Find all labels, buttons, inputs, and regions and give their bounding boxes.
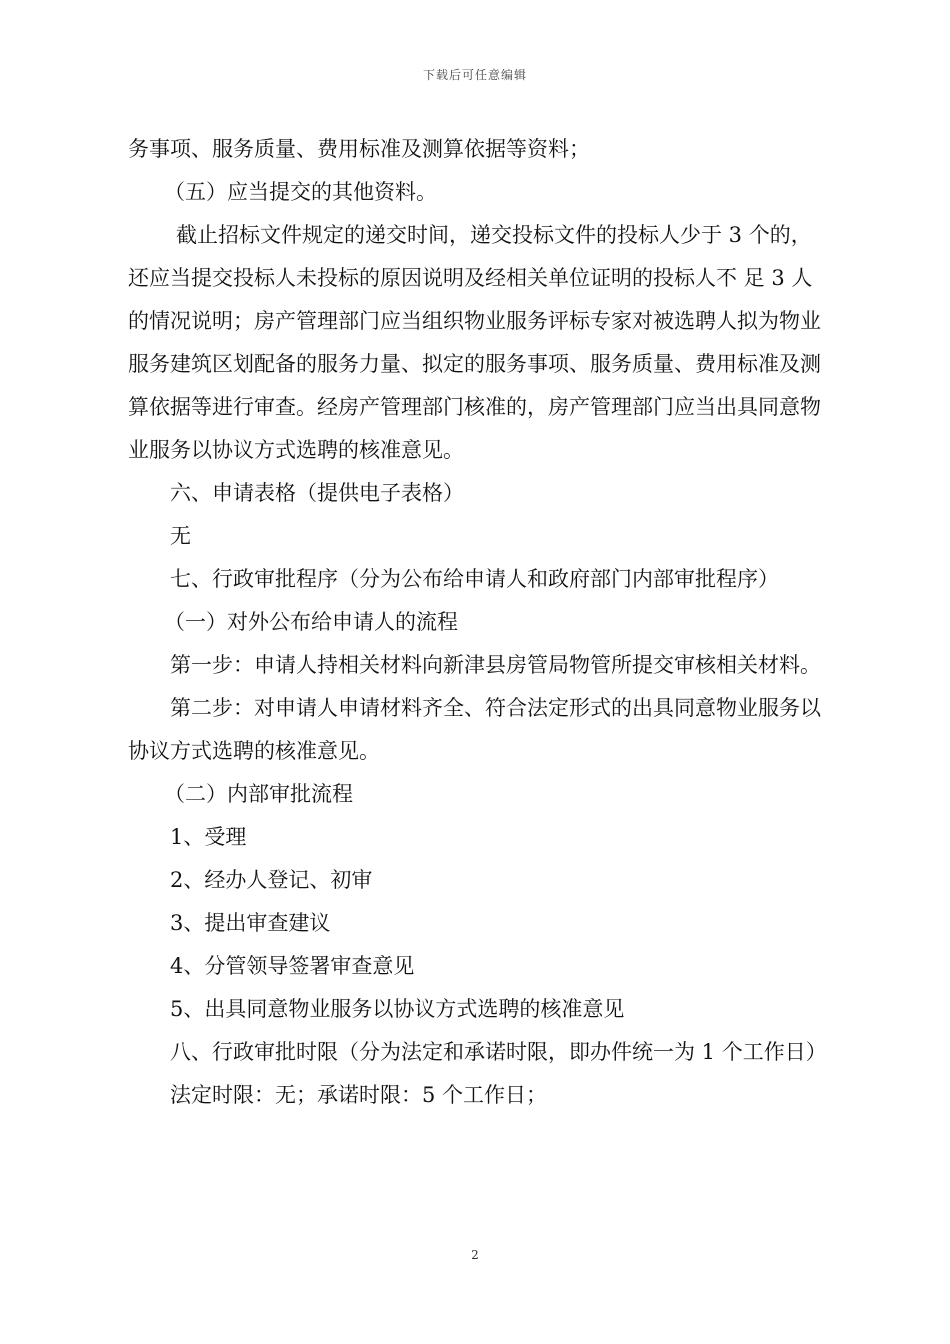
heading-internal-process: （二）内部审批流程 — [164, 782, 353, 806]
document-body — [128, 128, 828, 1117]
paragraph-none: 无 — [170, 524, 191, 548]
heading-application-forms: 六、申请表格（提供电子表格） — [170, 481, 464, 505]
list-item-register: 2、经办人登记、初审 — [170, 868, 373, 892]
paragraph-step-one: 第一步：申请人持相关材料向新津县房管局物管所提交审核相关材料。 — [170, 653, 821, 677]
paragraph-continued-materials: 务事项、服务质量、费用标准及测算依据等资料； — [128, 137, 590, 161]
paragraph-step-two: 第二步：对申请人申请材料齐全、符合法定形式的出具同意物业服务以协议方式选聘的核准意见。 — [128, 696, 821, 763]
list-item-issue-opinion: 5、出具同意物业服务以协议方式选聘的核准意见 — [170, 997, 625, 1021]
paragraph-other-materials: （五）应当提交的其他资料。 — [164, 180, 437, 204]
list-item-leader-sign: 4、分管领导签署审查意见 — [170, 954, 415, 978]
heading-approval-time-limit: 八、行政审批时限（分为法定和承诺时限，即办件统一为 1 个工作日） — [170, 1040, 827, 1064]
list-item-accept: 1、受理 — [170, 825, 247, 849]
list-item-review-suggestion: 3、提出审查建议 — [170, 911, 331, 935]
page-number: 2 — [471, 1248, 479, 1262]
paragraph-time-limits: 法定时限：无；承诺时限：5 个工作日； — [170, 1083, 548, 1107]
heading-approval-procedure: 七、行政审批程序（分为公布给申请人和政府部门内部审批程序） — [170, 567, 779, 591]
page-header: 下载后可任意编辑 — [422, 68, 527, 82]
paragraph-bid-deadline: 截止招标文件规定的递交时间，递交投标文件的投标人少于 3 个的，还应当提交投标人未投标的原因说明及经相关单位证明的投标人不 足 3 人的情况说明；房产管理部门应当组织物业服务评标专家对被选聘人拟为物业服务建筑区划配备的服务力量、拟定的服务事项、服务质量、费用标准及测算依据等进行审查。经房产管理部门核准的，房产管理部门应当出具同意物业服务以协议方式选聘的核准意见。 — [128, 223, 821, 462]
heading-external-process: （一）对外公布给申请人的流程 — [164, 610, 458, 634]
